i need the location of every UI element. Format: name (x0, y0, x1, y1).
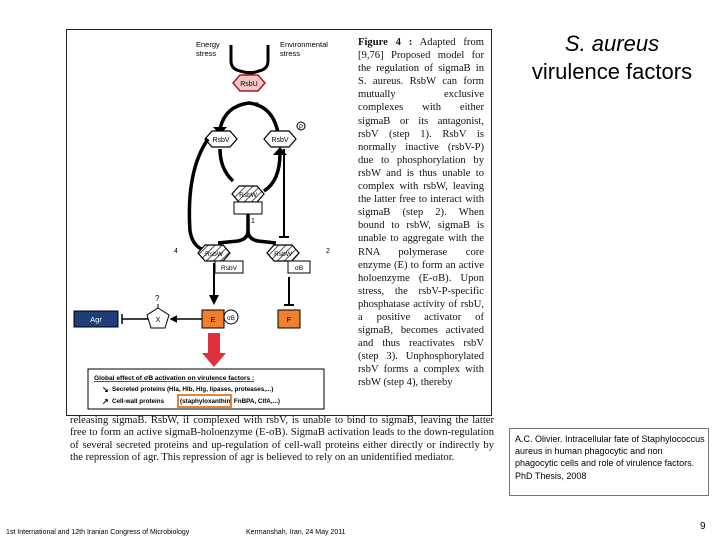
slide-title (512, 30, 712, 86)
step-4-arc (189, 139, 208, 251)
sigmab-regulation-diagram (68, 31, 350, 412)
figure-caption-continued: releasing sigmaB. RsbW, if complexed with rsbV, is unable to bind to sigmaB, leaving the latter free to form an active sigmaB-holoenzyme (E-σB). SigmaB activation leads to the down-regulation of several secreted proteins and up-regulation of cell-wall proteins either directly or indirectly by the repression of agr. This repression of agr is believed to rely on an unidentified mediator. (70, 415, 494, 464)
rsbw-complex-label: RsbW (239, 192, 257, 199)
release-curve-right (248, 231, 276, 243)
f-label: F (286, 315, 292, 324)
footer-location-date: Kermanshah, Iran, 24 May 2011 (246, 529, 346, 536)
red-effect-arrow (202, 333, 226, 367)
rsbv-bound-label: RsbV (221, 265, 237, 272)
rsbw-right-label: RsbW (274, 251, 292, 258)
rsbu-label: RsbU (240, 81, 258, 88)
holoenzyme-e-label: E (210, 315, 216, 324)
phosphate-label: P (298, 125, 304, 131)
release-curve-left (218, 231, 248, 243)
secreted-proteins-text: Secreted proteins (Hla, Hlb, Hlg, lipases, proteases,...) (112, 386, 274, 393)
rsbv-left-label: RsbV (212, 137, 230, 144)
rsbw-left-label: RsbW (205, 251, 223, 258)
page-number: 9 (700, 521, 706, 532)
cellwall-proteins-list: (staphyloxanthin, FnBPA, ClfA,...) (180, 398, 280, 405)
footer-congress: 1st International and 12th Iranian Congress of Microbiology (6, 529, 190, 536)
step-2-label: 2 (326, 248, 330, 255)
rsbv-complex-box (234, 202, 262, 214)
figure-caption-body: Adapted from [9,76] Proposed model for the regulation of sigmaB in S. aureus. RsbW can form mutually exclusive complexes with either sigmaB or its antagonist, rsbV (step 1). RsbV is normally inactive (rsbV-P) due to phosphorylation by rsbW and is thus unable to complex with rsbW, leaving the latter free to interact with sigmaB (step 2). When bound to rsbW, sigmaB is unable to aggregate with the RNA polymerase core enzyme (E) to form an active holoenzyme (E-σB). Upon stress, the rsbV-P-specific phosphatase activity of rsbU, a positive activator of sigmaB, becomes activated and thus reactivates rsbV (step 3). Unphosphorylated rsbV forms a complex with rsbW (step 4), thereby (358, 37, 484, 389)
sigma-bound-label: σB (294, 265, 304, 272)
secreted-arrow-icon: ↘ (102, 385, 109, 394)
stress-arrow-left (231, 45, 248, 73)
stress-arrow-right (252, 45, 268, 73)
x-mediator-label: X (155, 317, 161, 324)
holoenzyme-sigma-label: σB (227, 316, 235, 322)
slide-title-line-1: S. aureus (564, 31, 660, 56)
step-1-label: 1 (251, 218, 255, 225)
step-4-label: 4 (174, 248, 178, 255)
agr-label: Agr (90, 315, 102, 324)
env-stress-label: Environmental (280, 40, 328, 49)
global-effect-title: Global effect of σB activation on virulence factors : (94, 375, 255, 382)
rsbv-to-complex-arrow (220, 149, 233, 181)
energy-stress-label: Energy (196, 40, 220, 49)
energy-stress-label-2: stress (196, 49, 217, 58)
dephosphorylation-curve (220, 103, 278, 133)
cellwall-arrow-icon: ↗ (102, 397, 109, 406)
slide-title-line-2: virulence factors (531, 59, 693, 84)
complex-to-rsbv-p-arrow (264, 153, 280, 191)
figure-caption (358, 36, 484, 390)
rsbv-right-label: RsbV (271, 137, 289, 144)
reference-text: A.C. Olivier. Intracellular fate of Staphylococcus aureus in human phagocytic and non phagocytic cells and role of virulence factors. PhD Thesis, 2008 (515, 434, 705, 481)
step-3-label: 3 (255, 102, 259, 109)
env-stress-label-2: stress (280, 49, 301, 58)
unknown-mediator-label: ? (155, 294, 160, 303)
cellwall-proteins-text: Cell-wall proteins (112, 398, 165, 405)
figure-caption-label: Figure 4 : (358, 37, 413, 48)
